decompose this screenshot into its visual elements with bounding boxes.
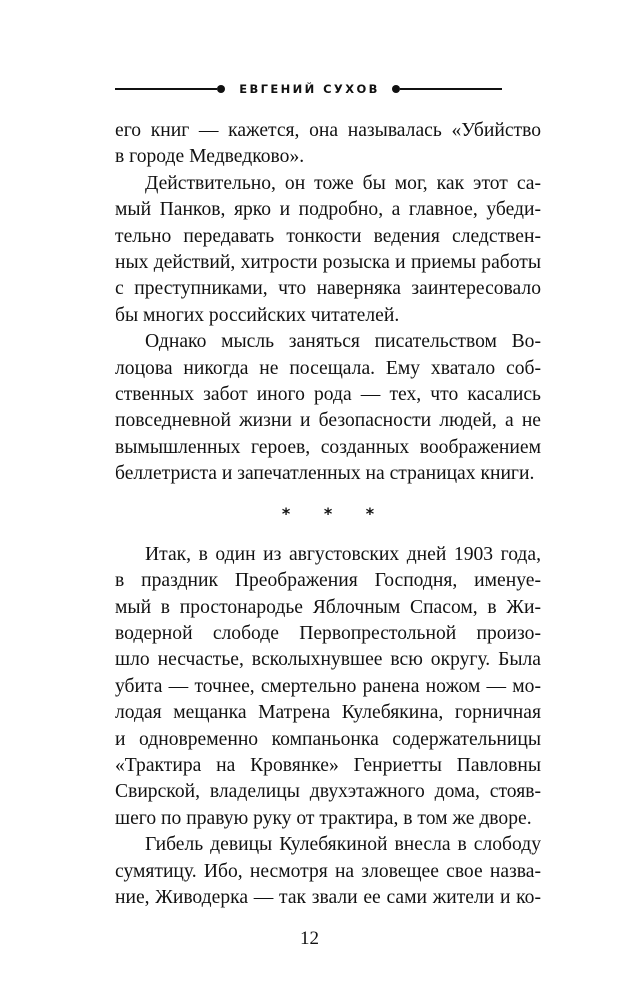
text-line: убита — точнее, смертельно ранена ножом — мо- bbox=[115, 675, 541, 697]
text-line: его книг — кажется, она называлась «Убийство bbox=[115, 120, 541, 141]
header-dot-left bbox=[217, 85, 225, 93]
text-line: Свирской, владелицы двухэтажного дома, стояв- bbox=[115, 781, 541, 803]
text-line: Действительно, он тоже бы мог, как этот са- bbox=[145, 172, 541, 194]
page-number: 12 bbox=[300, 928, 319, 949]
text-line: с преступниками, что наверняка заинтересовало bbox=[115, 278, 541, 300]
text-line: бы многих российских читателей. bbox=[115, 304, 400, 326]
text-line: «Трактира на Кровянке» Генриетты Павловны bbox=[115, 754, 541, 776]
text-line: тельно передавать тонкости ведения следствен- bbox=[115, 225, 541, 247]
text-line: Гибель девицы Кулебякиной внесла в слободу bbox=[145, 834, 541, 856]
paragraph bbox=[115, 832, 541, 911]
paragraph bbox=[115, 329, 541, 487]
text-line: в праздник Преображения Господня, именуе- bbox=[115, 570, 541, 592]
section-separator: * * * bbox=[281, 504, 389, 524]
text-line: в городе Медведково». bbox=[115, 146, 305, 168]
paragraph bbox=[115, 118, 541, 171]
text-line: шло несчастье, всколыхнувшее всю округу. Была bbox=[115, 649, 541, 671]
text-line: лодая мещанка Матрена Кулебякина, горничная bbox=[115, 702, 541, 724]
text-line: ных действий, хитрости розыска и приемы работы bbox=[115, 251, 541, 273]
header-dot-right bbox=[392, 85, 400, 93]
page-body bbox=[115, 118, 541, 911]
text-line: лоцова никогда не посещала. Ему хватало соб- bbox=[115, 357, 541, 379]
text-line: ственных забот иного рода — тех, что касались bbox=[115, 383, 541, 405]
text-line: вымышленных героев, созданных воображением bbox=[115, 436, 541, 458]
text-line: Итак, в один из августовских дней 1903 года, bbox=[145, 543, 541, 565]
text-line: повседневной жизни и безопасности людей, а не bbox=[115, 410, 541, 432]
text-line: Однако мысль заняться писательством Во- bbox=[145, 331, 541, 353]
text-line: шего по правую руку от трактира, в том же дворе. bbox=[115, 807, 532, 829]
paragraph bbox=[115, 171, 541, 329]
running-title: ЕВГЕНИЙ СУХОВ bbox=[239, 82, 380, 96]
text-line: беллетриста и запечатленных на страницах книги. bbox=[115, 463, 535, 485]
header-rule-right bbox=[400, 88, 502, 90]
text-line: сумятицу. Ибо, несмотря на зловещее свое назва- bbox=[115, 860, 541, 882]
text-line: мый Панков, ярко и подробно, а главное, убеди- bbox=[115, 199, 541, 221]
paragraph bbox=[115, 542, 541, 832]
text-line: и одновременно компаньонка содержательницы bbox=[115, 728, 541, 750]
text-line: мый в простонародье Яблочным Спасом, в Жи- bbox=[115, 596, 541, 618]
text-line: водерной слободе Первопрестольной произо- bbox=[115, 623, 541, 645]
header-rule-left bbox=[115, 88, 217, 90]
running-header bbox=[115, 78, 502, 100]
text-line: ние, Живодерка — так звали ее сами жители и ко- bbox=[115, 886, 541, 908]
